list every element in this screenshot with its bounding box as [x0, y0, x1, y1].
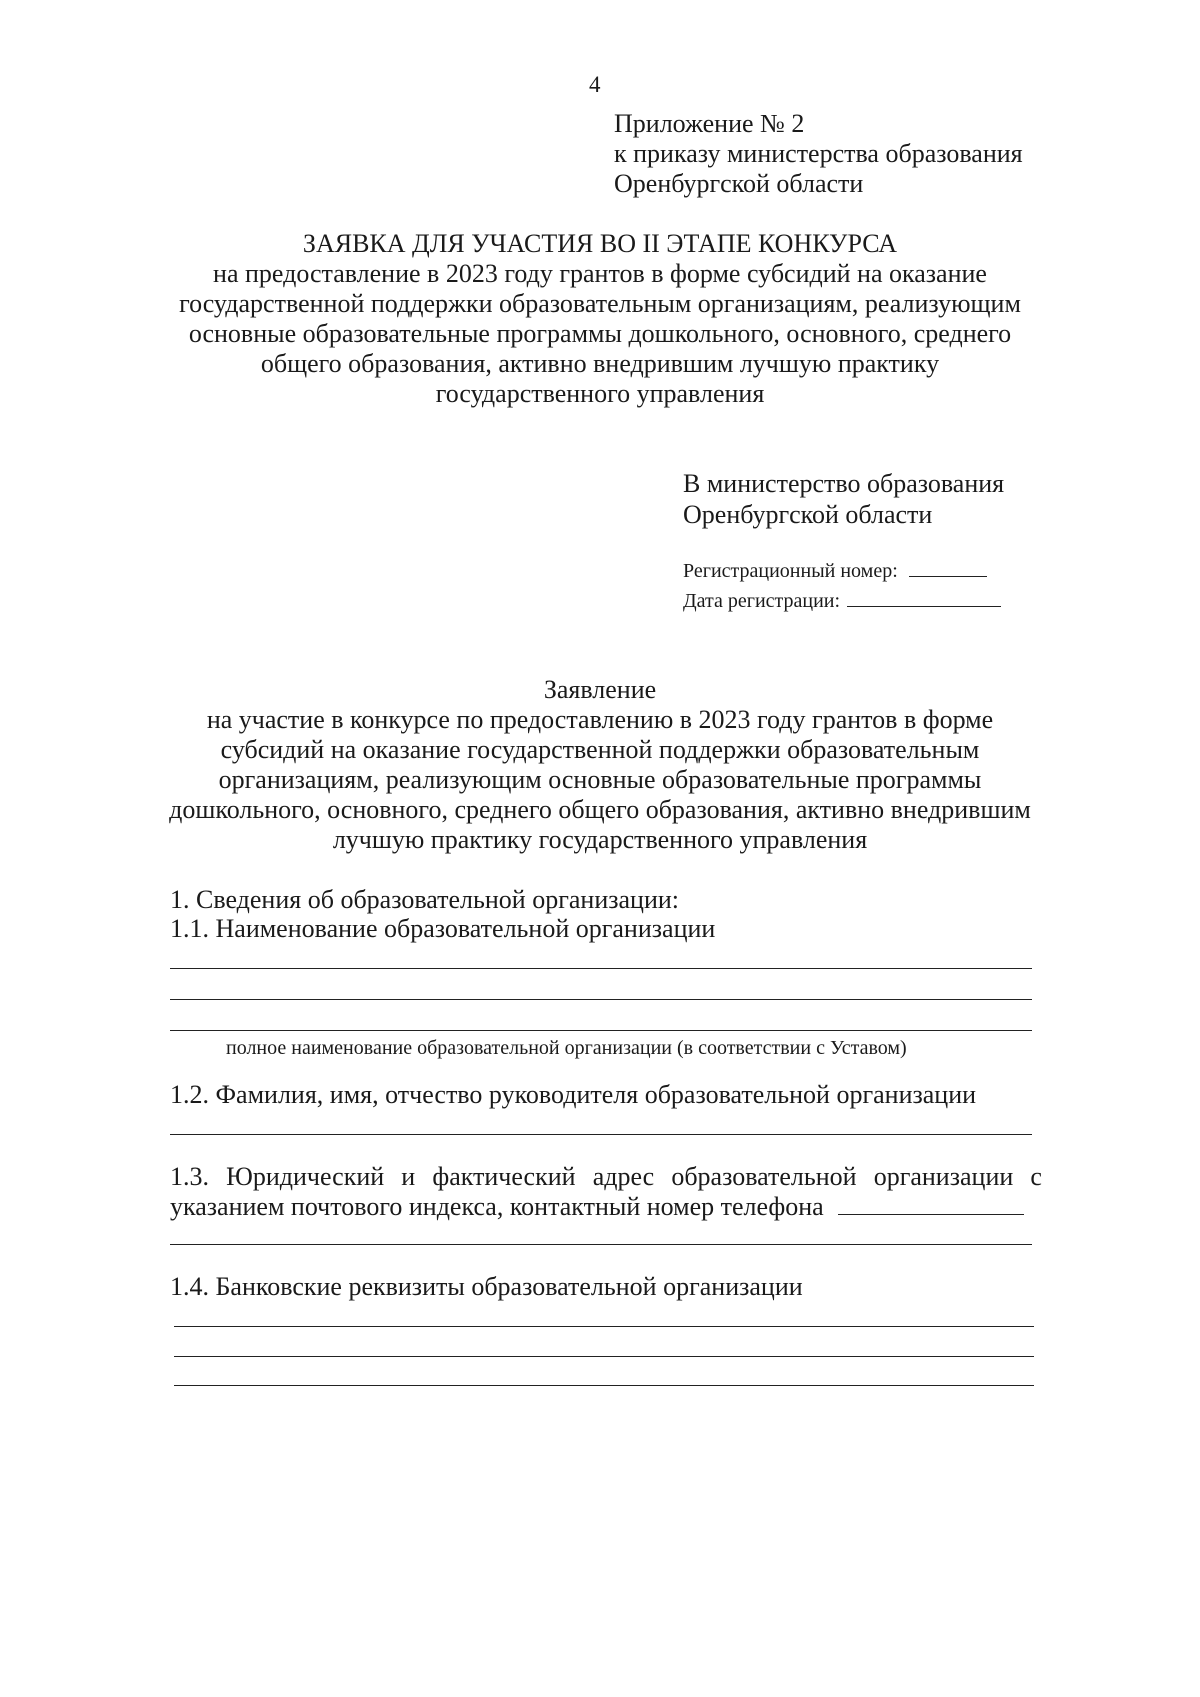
director-name-field-line[interactable]	[170, 1134, 1032, 1135]
heading-line: общего образования, активно внедрившим лучшую практику	[260, 349, 940, 378]
registration-number-row	[683, 558, 987, 584]
addressee-line-2: Оренбургской области	[683, 500, 933, 529]
addressee-line-1: В министерство образования	[683, 469, 1005, 498]
section-1-3-word: Юридический	[226, 1162, 385, 1191]
section-1-3-word: адрес	[592, 1162, 655, 1191]
section-1-1-label: 1.1. Наименование образовательной организации	[170, 914, 716, 943]
bank-details-field-line-3[interactable]	[174, 1385, 1034, 1386]
heading-title: ЗАЯВКА ДЛЯ УЧАСТИЯ ВО II ЭТАПЕ КОНКУРСА	[302, 229, 898, 258]
section-1-3-label-end: указанием почтового индекса, контактный номер телефона	[170, 1192, 824, 1221]
phone-field-inline[interactable]	[838, 1213, 1024, 1215]
statement-line: на участие в конкурсе по предоставлению в 2023 году грантов в форме	[206, 705, 994, 734]
section-1-3-word: организации	[873, 1162, 1014, 1191]
org-name-hint: полное наименование образовательной организации (в соответствии с Уставом)	[226, 1037, 907, 1059]
section-1-2-label: 1.2. Фамилия, имя, отчество руководителя образовательной организации	[170, 1080, 977, 1109]
section-1-4-label: 1.4. Банковские реквизиты образовательной организации	[170, 1272, 803, 1301]
heading-line: государственной поддержки образовательным организациям, реализующим	[179, 289, 1021, 318]
org-name-field-line-1[interactable]	[170, 968, 1032, 969]
registration-date-row	[683, 588, 1001, 614]
org-name-field-line-2[interactable]	[170, 999, 1032, 1000]
heading-line: государственного управления	[435, 379, 765, 408]
section-1-3-word: 1.3.	[170, 1162, 209, 1191]
statement-line: дошкольного, основного, среднего общего образования, активно внедрившим	[169, 795, 1031, 824]
section-1-heading: 1. Сведения об образовательной организации:	[170, 885, 680, 914]
section-1-3-word: образовательной	[671, 1162, 857, 1191]
statement-line: организациям, реализующим основные образовательные программы	[218, 765, 982, 794]
statement-title: Заявление	[543, 675, 657, 704]
section-1-3-line-2	[170, 1191, 1024, 1223]
appendix-line-2: к приказу министерства образования	[614, 139, 1023, 168]
section-1-3-line-1	[170, 1161, 1042, 1193]
registration-date-field[interactable]	[847, 605, 1001, 607]
statement-line: лучшую практику государственного управления	[332, 825, 868, 854]
section-1-3-word: с	[1030, 1162, 1042, 1191]
page-number: 4	[589, 72, 601, 97]
appendix-line-3: Оренбургской области	[614, 169, 864, 198]
address-field-line[interactable]	[170, 1244, 1032, 1245]
heading-line: на предоставление в 2023 году грантов в форме субсидий на оказание	[213, 259, 987, 288]
bank-details-field-line-1[interactable]	[174, 1326, 1034, 1327]
registration-number-field[interactable]	[909, 575, 987, 577]
bank-details-field-line-2[interactable]	[174, 1356, 1034, 1357]
section-1-3-word: фактический	[432, 1162, 576, 1191]
appendix-line-1: Приложение № 2	[614, 109, 805, 138]
statement-line: субсидий на оказание государственной поддержки образовательным	[220, 735, 980, 764]
org-name-field-line-3[interactable]	[170, 1030, 1032, 1031]
registration-number-label: Регистрационный номер:	[683, 560, 898, 582]
heading-line: основные образовательные программы дошкольного, основного, среднего	[188, 319, 1012, 348]
registration-date-label: Дата регистрации:	[683, 590, 841, 612]
section-1-3-word: и	[401, 1162, 416, 1191]
